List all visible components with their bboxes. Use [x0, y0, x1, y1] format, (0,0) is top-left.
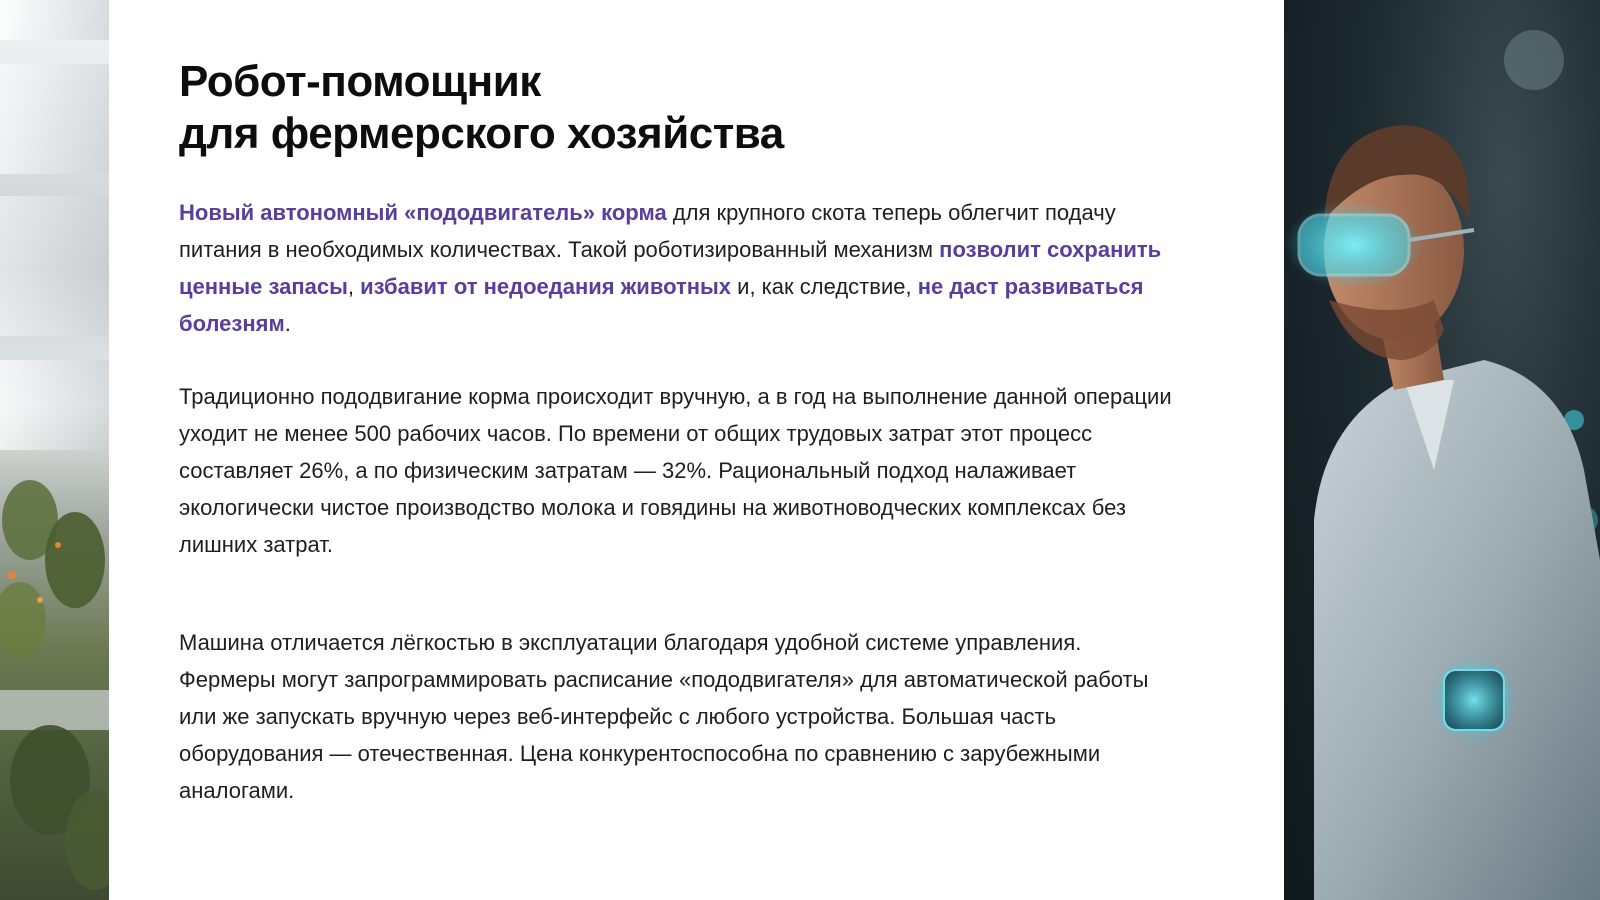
paragraph-intro-text-1: для крупного скота теперь облегчит подачу питания в необходимых количествах. Такой роботизированный механизм: [179, 200, 1116, 262]
highlight-save-reserves: позволит сохранить ценные запасы: [179, 237, 1162, 299]
scientist-photo: [1284, 0, 1600, 900]
paragraph-traditional: Традиционно пододвигание корма происходит вручную, а в год на выполнение данной операции уходит не менее 500 рабочих часов. По времени от общих трудовых затрат этот процесс составляет 26%, а по физическим затратам — 32%. Рациональный подход налаживает экологически чистое производство молока и говядины на животноводческих комплексах без лишних затрат.: [179, 384, 1172, 557]
highlight-new-feeder: Новый автономный «пододвигатель» корма: [179, 200, 667, 225]
paragraph-intro: [179, 194, 1179, 342]
greenhouse-photo: [0, 0, 109, 900]
title-line-2: для фермерского хозяйства: [179, 109, 784, 158]
title-line-1: Робот-помощник: [179, 57, 541, 106]
paragraph-usability: Машина отличается лёгкостью в эксплуатации благодаря удобной системе управления. Фермеры могут запрограммировать расписание «пододвигателя» для автоматической работы или же запускать вручную через веб-интерфейс с любого устройства. Большая часть оборудования — отечественная. Цена конкурентоспособна по сравнению с зарубежными аналогами.: [179, 630, 1149, 803]
highlight-prevent-malnutrition: избавит от недоедания животных: [360, 274, 732, 299]
slide-content: [179, 56, 1179, 803]
slide-title: [179, 56, 1179, 160]
scientist-illustration: [1284, 0, 1600, 900]
paragraph-intro-text-3: и, как следствие,: [731, 274, 918, 299]
highlight-prevent-disease: не даст развиваться болезням: [179, 274, 1144, 336]
paragraph-intro-text-4: .: [284, 311, 291, 336]
plants-illustration: [0, 0, 109, 900]
paragraph-intro-text-2: ,: [347, 274, 361, 299]
